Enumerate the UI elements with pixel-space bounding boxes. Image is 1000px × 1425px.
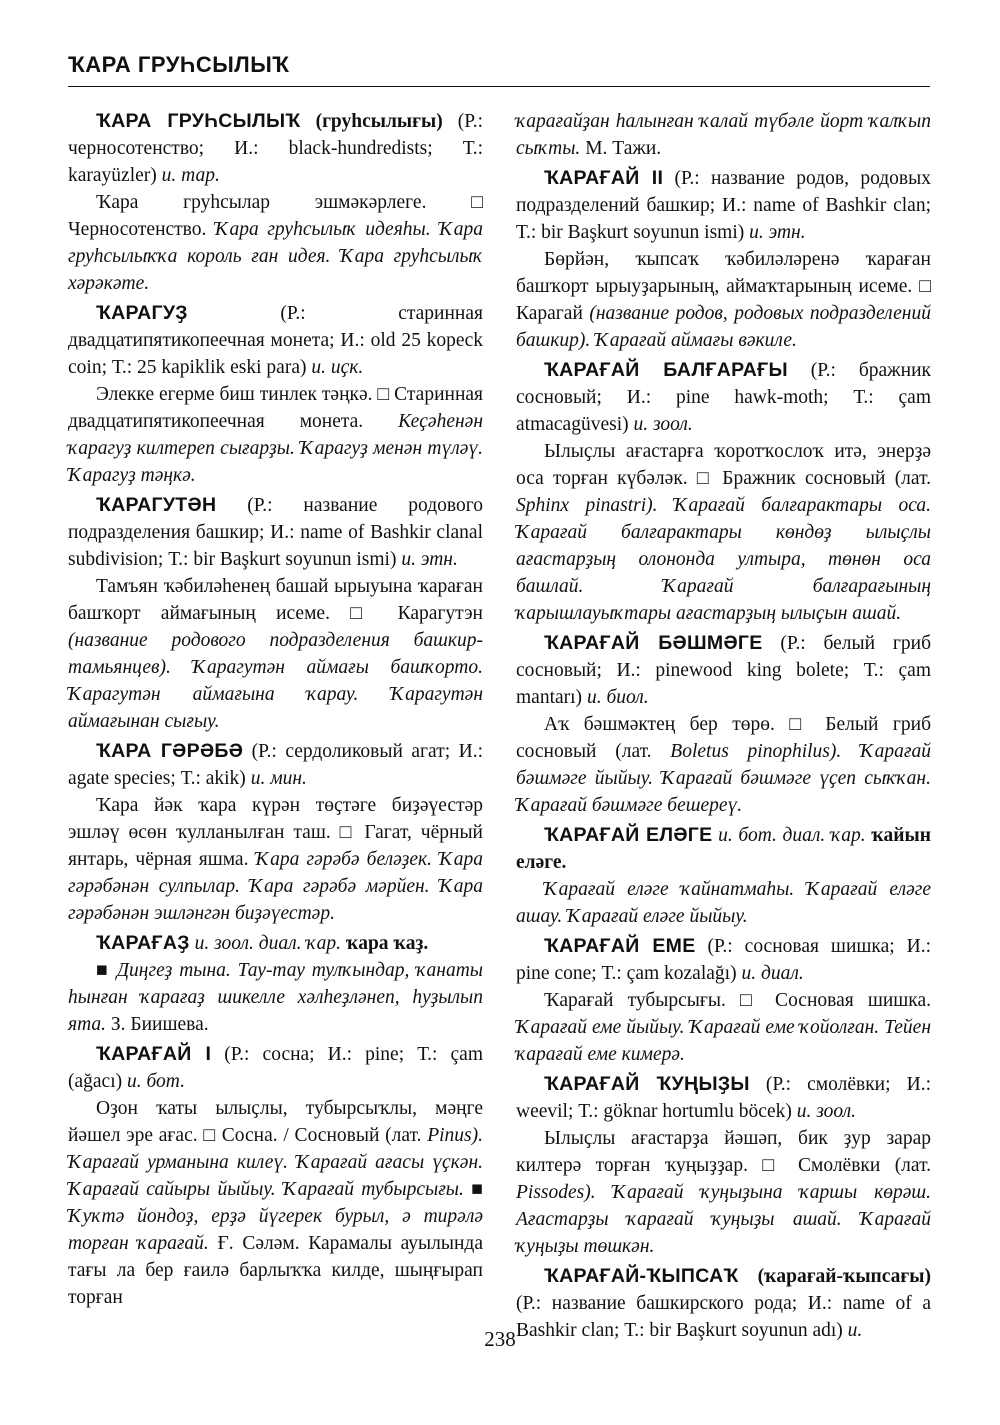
example-tail: Ғ. Сәләм. Карамалы ауылында тағы ла бер ғаилә барлыҡҡа килде, шыңғырап торған [68,1233,483,1308]
example-plain: Аҡ бәшмәктең бер төрө. □ Белый гриб сосновый (лат. [516,714,931,762]
example-italic: Кеҫәһенән ҡарагуҙ килтереп сығарҙы. Ҡарагуҙ менән түләү. Ҡарагуҙ тәңкә. [68,411,483,486]
example-italic: Диңгеҙ тына. Тау-тау тулҡындар, ҡанаты һынған ҡарағаҙ шикелле хәлһеҙләнеп, һуҙылып ята. [68,960,484,1035]
dictionary-entry [68,492,483,735]
entry-gloss: (Р.: сосна; И.: pine; Т.: çam (ağacı) [68,1044,484,1092]
entry-gloss: (Р.: старинная двадцатипятикопеечная монета; И.: old 25 kopeck coin; Т.: 25 kapiklik eski para) [68,303,483,378]
entry-gloss: (Р.: бражник сосновый; И.: pine hawk-moth; Т.: çam atmacagüvesi) [516,360,931,435]
entry-headword: ҠАРА ГРУҺСЫЛЫҠ [96,110,301,132]
example-plain: Ылыҫлы ағастарға ҡоротҡослоҡ итә, энерҙә оса торған күбәләк. □ Бражник сосновый (лат. [516,441,931,489]
entry-headword: ҠАРАГУҘ [96,302,188,324]
entry-definition [68,492,483,573]
example-plain: Ҡара груһсылар эшмәкәрлеге. □ Черносотенство. [68,192,483,240]
example-italic: (название родового подразделения башкир-тамьянцев). Ҡарагутән аймағы башҡорто. Ҡарагутән аймағына ҡарау. Ҡарагутән аймағынан сығыу. [68,630,483,732]
entry-headword: ҠАРАҒАЙ-ҠЫПСАҠ [544,1265,739,1287]
dictionary-entry [68,930,483,1038]
example-italic: Ҡара гәрәбә беләҙек. Ҡара гәрәбәнән сулпылар. Ҡара гәрәбә мәрйен. Ҡара гәрәбәнән эшләнгән биҙәүестәр. [68,849,483,924]
entry-gloss: (Р.: сосновая шишка; И.: pine cone; Т.: çam kozalağı) [516,936,931,984]
example-italic: Boletus pinophilus). Ҡарағай бәшмәге йыйыу. Ҡарағай бәшмәге үҫеп сыҡҡан. Ҡарағай бәшмәге бешереү. [516,741,931,816]
entry-head-extra: (груһсылығы) [300,111,443,132]
example-plain: Тамъян ҡәбиләһенең башай ырыуына ҡараған башҡорт аймағының исеме. □ Карагутэн [68,576,483,624]
dictionary-entry-continued [516,108,931,162]
entry-gloss: (Р.: сердоликовый агат; И.: agate species; Т.: akik) [68,741,483,789]
entry-headword: ҠАРАҒАЙ ҠУҢЫҘЫ [544,1073,750,1095]
entry-headword: ҠАРАҒАЙ ЕЛӘГЕ [544,824,713,846]
entry-labels: и. бот. [127,1071,185,1092]
entry-definition [516,933,931,987]
left-column [68,108,483,1314]
example-tail: З. Биишева. [106,1014,209,1035]
entry-definition [68,738,483,792]
example-italic: Ҡарағай еме йыйыу. Ҡарағай еме ҡойолған. Тейен ҡарағай еме кимерә. [516,1017,931,1065]
entry-headword: ҠАРА ГӘРӘБӘ [96,740,244,762]
example-italic: Ҡарағай еләге ҡайнатмаһы. Ҡарағай еләге ашау. Ҡарағай еләге йыйыу. [516,879,931,927]
entry-cross-reference: ҡара ҡаҙ. [345,933,429,954]
running-head: ҠАРА ГРУҺСЫЛЫҠ [68,52,290,77]
entry-example [516,987,931,1068]
entry-gloss: (Р.: название башкирского рода; И.: name of a Bashkir clan; Т.: bir Başkurt soyunun adı) [516,1293,931,1341]
entry-example [516,1125,931,1260]
dictionary-entry [516,165,931,354]
entry-headword: ҠАРАҒАЙ II [544,167,664,189]
entry-example [68,189,483,297]
example-plain: Ҡара йәк ҡара күрән төҫтәге биҙәүестәр эшләү өсөн ҡулланылған таш. □ Гагат, чёрный янтарь, чёрная яшма. [68,795,483,870]
dictionary-entry [516,822,931,930]
entry-gloss: (Р.: название родов, родовых подразделений башкир; И.: name of Bashkir clan; Т.: bir Başkurt soyunun ismi) [516,168,931,243]
entry-gloss: (Р.: черносотенство; И.: black-hundredists; Т.: karayüzler) [68,111,483,186]
entry-definition [68,930,483,957]
entry-labels: и. [847,1320,863,1341]
entry-headword: ҠАРАҒАЙ БӘШМӘГЕ [544,632,763,654]
dictionary-entry [68,300,483,489]
dictionary-entry [68,1041,483,1311]
example-italic: Sphinx pinastri). Ҡарағай балғарактары оса. Ҡарағай балғарактары көндөҙ ылыҫлы ағастарҙың олононда ултыра, төнөн оса башлай. Ҡарағай балғарағының ҡарышлауыҡтары ағастарҙың ылыҫын ашай. [516,495,931,624]
page-number: 238 [484,1327,516,1351]
entry-example [516,876,931,930]
entry-labels: и. зоол. [796,1101,856,1122]
entry-gloss: (Р.: белый гриб сосновый; И.: pinewood king bolete; Т.: çam mantarı) [516,633,931,708]
dictionary-entry [68,738,483,927]
dictionary-entry [516,1071,931,1260]
example-italic: ҡарағайҙан һалынған ҡалай түбәле йорт ҡалҡып сыҡты. [516,111,931,159]
entry-labels: и. зоол. диал. ҡар. [194,933,346,954]
example-plain: Оҙон ҡаты ылыҫлы, тубырсыҡлы, мәңге йәшел эре ағас. □ Сосна. / Сосновый (лат. [68,1098,483,1146]
entry-definition [516,165,931,246]
example-plain: Ҡарағай тубырсығы. □ Сосновая шишка. [544,990,931,1011]
entry-labels: и. бот. диал. ҡар. [718,825,872,846]
entry-gloss: (Р.: смолёвки; И.: weevil; Т.: göknar hortumlu böcek) [516,1074,931,1122]
entry-example [68,573,483,735]
entry-example [516,711,931,819]
entry-example [68,381,483,489]
header-rule [68,86,930,87]
entry-example [516,246,931,354]
entry-example [68,957,483,1038]
example-plain: Ылыҫлы ағастарҙа йәшәп, бик ҙур зарар килтерә торған ҡуңыҙҙар. □ Смолёвки (лат. [516,1128,931,1176]
entry-labels: и. этн. [401,549,458,570]
entry-gloss: (Р.: название родового подразделения башкир; И.: name of Bashkir clanal subdivision; Т.: bir Başkurt soyunun ismi) [68,495,483,570]
entry-labels: и. тар. [161,165,220,186]
example-plain: Бөрйән, ҡыпсаҡ ҡәбиләләренә ҡараған башҡорт ырыуҙарының, аймаҡтарының исеме. □ Карагай [516,249,931,324]
entry-headword: ҠАРАҒАЙ ЕМЕ [544,935,696,957]
entry-headword: ҠАРАҒАЙ I [96,1043,212,1065]
example-italic: Ҡара груһсылыҡ идеяһы. Ҡара груһсылыҡҡа король ған идея. Ҡара груһсылыҡ хәрәкәте. [68,219,483,294]
entry-example [68,1095,483,1311]
entry-labels: и. мин. [250,768,307,789]
example-italic: Pissodes). Ҡарағай ҡуңыҙына ҡаршы көрәш. Ағастарҙы ҡарағай ҡуңыҙы ашай. Ҡарағай ҡуңыҙы төшкән. [516,1182,931,1257]
entry-headword: ҠАРАҒАҘ [96,932,190,954]
entry-definition [68,1041,483,1095]
entry-example [516,438,931,627]
entry-cross-reference: ҡайын еләге. [516,825,931,873]
example-plain: ■ [96,960,117,981]
entry-labels: и. иҫк. [311,357,364,378]
dictionary-entry [68,108,483,297]
right-column [516,108,931,1347]
entry-definition [516,630,931,711]
dictionary-entry [516,630,931,819]
example-tail: М. Тажи. [580,138,662,159]
entry-labels: и. зоол. [633,414,693,435]
example-italic: Pinus). Ҡарағай урманына килеү. Ҡарағай ағасы үҫкән. Ҡарағай сайыры йыйыу. Ҡарағай тубырсығы. ■ Ҡуҡтә йондоҙ, ерҙә йүгерек бурыл, ә тирәлә торған ҡарағай. [68,1125,483,1254]
entry-labels: и. биол. [586,687,649,708]
entry-definition [516,357,931,438]
entry-definition [516,822,931,876]
example-italic: (название родов, родовых подразделений башкир). Ҡарағай аймағы вәкиле. [516,303,931,351]
example-plain: Элекке егерме биш тинлек тәңкә. □ Старинная двадцатипятикопеечная монета. [68,384,483,432]
entry-example [68,792,483,927]
entry-headword: ҠАРАҒАЙ БАЛҒАРАҒЫ [544,359,788,381]
entry-continuation [516,108,931,162]
dictionary-entry [516,357,931,627]
dictionary-entry [516,933,931,1068]
entry-definition [516,1071,931,1125]
entry-headword: ҠАРАГУТӘН [96,494,217,516]
entry-definition [68,300,483,381]
entry-labels: и. этн. [749,222,806,243]
entry-labels: и. диал. [741,963,804,984]
entry-head-extra: (ҡарағай-ҡыпсағы) [738,1266,931,1287]
entry-definition [68,108,483,189]
